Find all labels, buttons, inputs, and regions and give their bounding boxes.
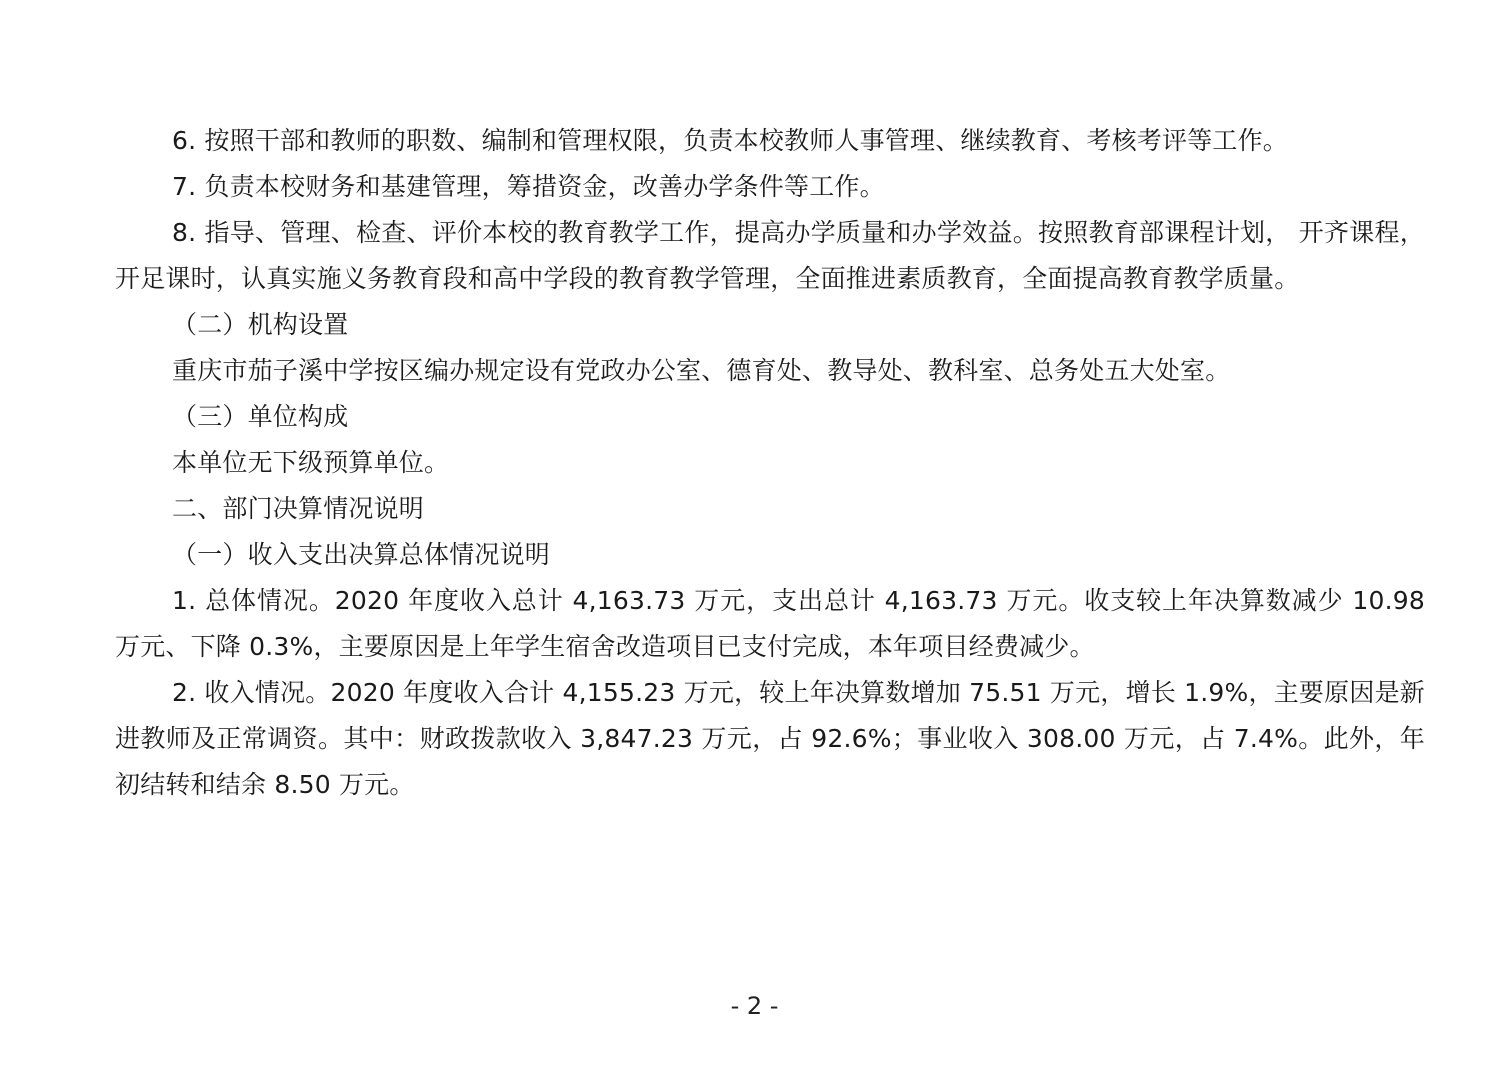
document-body [115,118,1425,808]
paragraph-organization-setup: 重庆市茄子溪中学按区编办规定设有党政办公室、德育处、教导处、教科室、总务处五大处室。 [172,356,1231,385]
paragraph-unit-composition: 本单位无下级预算单位。 [172,448,450,477]
heading-organization-setup: （二）机构设置 [172,310,349,339]
heading-income-expense-overview: （一）收入支出决算总体情况说明 [172,540,551,569]
paragraph-duty-6: 6. 按照干部和教师的职数、编制和管理权限，负责本校教师人事管理、继续教育、考核考评等工作。 [172,126,1289,155]
page-number: - 2 - [730,992,779,1020]
paragraph-overall-situation: 1. 总体情况。2020 年度收入总计 4,163.73 万元，支出总计 4,163.73 万元。收支较上年决算数减少 10.98 万元、下降 0.3%，主要原因是上年学生宿舍改造项目已支付完成，本年项目经费减少。 [115,586,1425,661]
paragraph-duty-7: 7. 负责本校财务和基建管理，筹措资金，改善办学条件等工作。 [172,172,885,201]
heading-final-accounts: 二、部门决算情况说明 [172,494,425,523]
heading-unit-composition: （三）单位构成 [172,402,349,431]
paragraph-income-situation: 2. 收入情况。2020 年度收入合计 4,155.23 万元，较上年决算数增加 75.51 万元，增长 1.9%，主要原因是新进教师及正常调资。其中：财政拨款收入 3,847.23 万元，占 92.6%；事业收入 308.00 万元，占 7.4%。此外，年初结转和结余 8.50 万元。 [115,678,1425,799]
paragraph-duty-8: 8. 指导、管理、检查、评价本校的教育教学工作，提高办学质量和办学效益。按照教育部课程计划， 开齐课程，开足课时，认真实施义务教育段和高中学段的教育教学管理，全面推进素质教育，全面提高教育教学质量。 [115,218,1425,293]
